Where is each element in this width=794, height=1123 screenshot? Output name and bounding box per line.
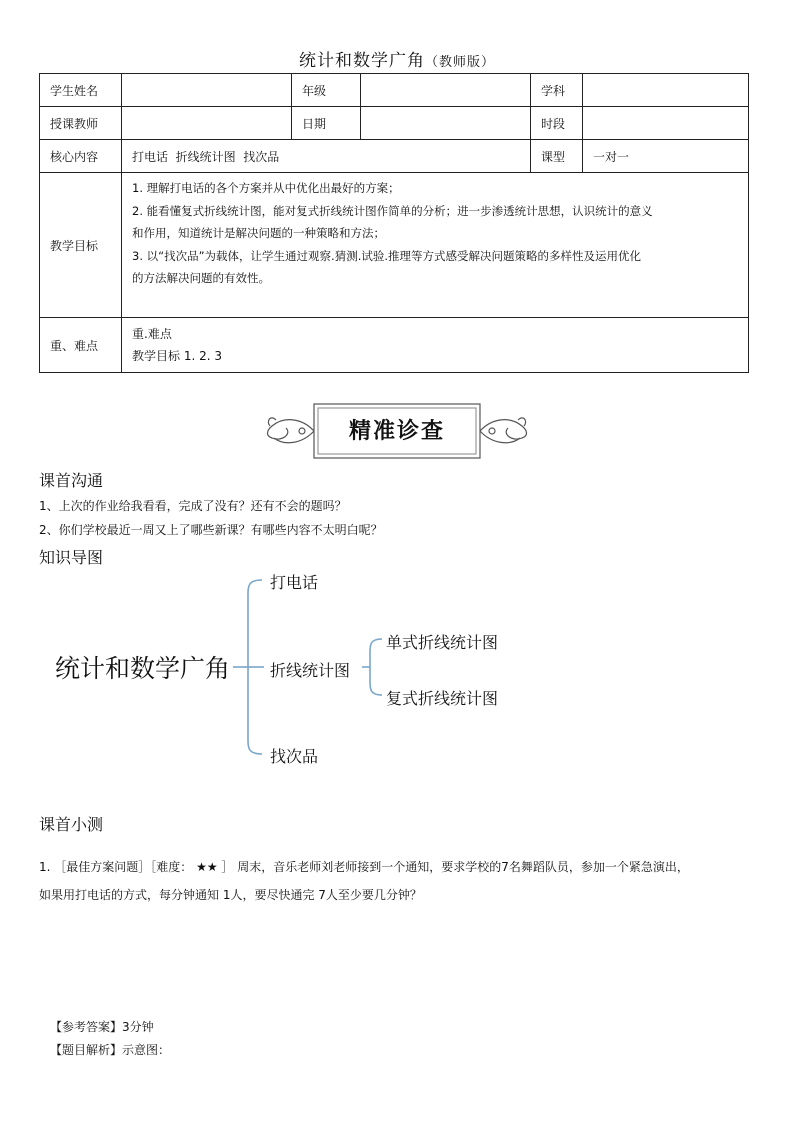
mindmap-sub-branch: 复式折线统计图: [386, 689, 499, 708]
quiz-question: [39, 853, 759, 909]
mindmap-sub-branch: 单式折线统计图: [386, 633, 499, 652]
communication-item: 2、你们学校最近一周又上了哪些新课？有哪些内容不太明白呢？: [39, 523, 383, 537]
question-line: 1. ［最佳方案问题］［难度： ★★ ］ 周末，音乐老师刘老师接到一个通知，要求学校的7名舞蹈队员，参加一个紧急演出，: [39, 860, 689, 874]
answer-label: 【参考答案】: [50, 1020, 123, 1034]
mindmap-branch: 找次品: [270, 747, 319, 766]
reference-answer: [50, 1018, 154, 1035]
mindmap-branch: 折线统计图: [270, 661, 351, 680]
date-label: 日期: [292, 107, 361, 140]
key-point-line: 教学目标 1. 2. 3: [132, 349, 222, 363]
banner-title: 精准诊查: [348, 418, 445, 444]
lesson-type-label: 课型: [531, 140, 583, 173]
document-title: [0, 46, 794, 71]
goal-line: 1. 理解打电话的各个方案并从中优化出最好的方案；: [132, 181, 400, 195]
communication-heading: 课首沟通: [39, 471, 104, 490]
period-value: [583, 107, 749, 140]
table-row: [40, 74, 749, 107]
period-label: 时段: [531, 107, 583, 140]
student-name-value: [122, 74, 292, 107]
mindmap-root: 统计和数学广角: [55, 654, 231, 683]
mindmap-heading: 知识导图: [39, 548, 104, 567]
goal-line: 3. 以“找次品”为载体，让学生通过观察.猜测.试验.推理等方式感受解决问题策略的多样性及运用优化: [132, 248, 642, 263]
teaching-goals-label: 教学目标: [40, 173, 122, 318]
student-name-label: 学生姓名: [40, 74, 122, 107]
analysis-value: 示意图：: [122, 1043, 171, 1057]
lesson-info-table: [39, 73, 749, 373]
mindmap-branch: 打电话: [270, 573, 319, 592]
date-value: [361, 107, 531, 140]
grade-value: [361, 74, 531, 107]
key-points-label: 重、难点: [40, 318, 122, 373]
table-row: [40, 173, 749, 318]
lesson-type-value: 一对一: [583, 140, 749, 173]
question-line: 如果用打电话的方式，每分钟通知 1人，要尽快通完 7人至少要几分钟？: [39, 888, 422, 902]
core-content-label: 核心内容: [40, 140, 122, 173]
teacher-label: 授课教师: [40, 107, 122, 140]
teacher-value: [122, 107, 292, 140]
key-points-content: [122, 318, 749, 373]
teaching-goals-content: [122, 173, 749, 318]
answer-value: 3分钟: [122, 1020, 154, 1034]
subject-label: 学科: [531, 74, 583, 107]
core-content-value: 打电话 折线统计图 找次品: [122, 140, 531, 173]
table-row: [40, 318, 749, 373]
communication-item: 1、上次的作业给我看看，完成了没有？还有不会的题吗？: [39, 499, 347, 513]
title-main: 统计和数学广角: [298, 51, 425, 71]
goal-line: 和作用，知道统计是解决问题的一种策略和方法；: [132, 226, 385, 240]
subject-value: [583, 74, 749, 107]
analysis-label: 【题目解析】: [50, 1043, 123, 1057]
quiz-heading: 课首小测: [39, 815, 104, 834]
table-row: [40, 107, 749, 140]
table-row: [40, 140, 749, 173]
title-suffix: （教师版）: [424, 55, 495, 70]
question-analysis: [50, 1041, 170, 1058]
key-point-line: 重.难点: [132, 327, 172, 341]
grade-label: 年级: [292, 74, 361, 107]
goal-line: 的方法解决问题的有效性。: [132, 271, 270, 285]
goal-line: 2. 能看懂复式折线统计图，能对复式折线统计图作简单的分析；进一步渗透统计思想，认识统计的意义: [132, 203, 653, 218]
